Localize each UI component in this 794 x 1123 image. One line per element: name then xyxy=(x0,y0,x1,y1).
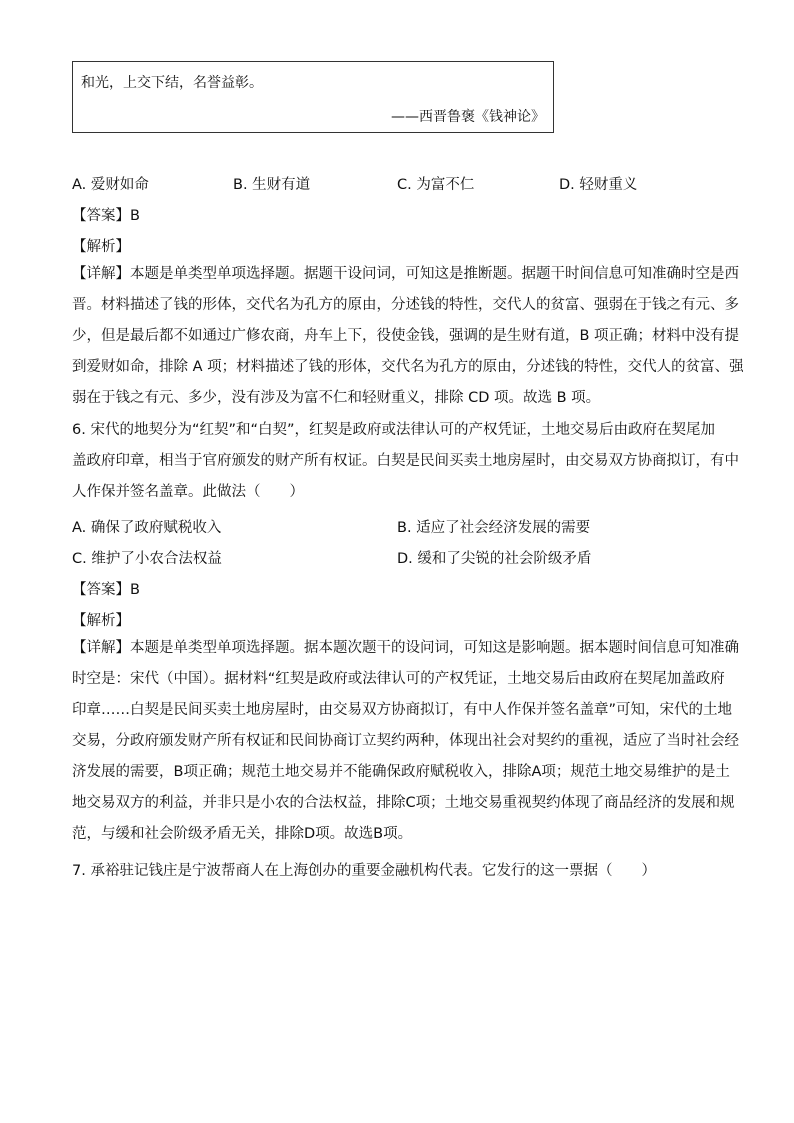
q6-answer: 【答案】B xyxy=(72,582,140,598)
q6-stem-line: 盖政府印章，相当于官府颁发的财产所有权证。白契是民间买卖土地房屋时，由交易双方协商拟订，有中 xyxy=(72,453,739,469)
q6-detail-line: 地交易双方的利益，并非只是小农的合法权益，排除C项；土地交易重视契约体现了商品经济的发展和规 xyxy=(72,795,735,811)
q6-option-d: D. 缓和了尖锐的社会阶级矛盾 xyxy=(397,551,592,567)
q7-stem: 7. 承裕驻记钱庄是宁波帮商人在上海创办的重要金融机构代表。它发行的这一票据（ ） xyxy=(72,863,656,879)
q6-option-a: A. 确保了政府赋税收入 xyxy=(72,520,222,536)
q6-stem-line: 6. 宋代的地契分为“红契”和“白契”，红契是政府或法律认可的产权凭证，土地交易后由政府在契尾加 xyxy=(72,422,715,438)
q6-option-b: B. 适应了社会经济发展的需要 xyxy=(397,520,591,536)
q5-detail-line: 弱在于钱之有元、多少，没有涉及为富不仁和轻财重义，排除 CD 项。故选 B 项。 xyxy=(72,390,601,406)
q5-detail xyxy=(72,259,744,414)
q6-detail-line: 范，与缓和社会阶级矛盾无关，排除D项。故选B项。 xyxy=(72,826,413,842)
q5-option-d: D. 轻财重义 xyxy=(559,177,638,193)
q5-detail-line: 少，但是最后都不如通过广修农商，舟车上下，役使金钱，强调的是生财有道，B 项正确；材料中没有提 xyxy=(72,328,740,344)
q5-answer: 【答案】B xyxy=(72,208,140,224)
quote-box xyxy=(72,61,554,133)
quote-source: ——西晋鲁褒《钱神论》 xyxy=(391,109,545,125)
q5-option-c: C. 为富不仁 xyxy=(397,177,475,193)
q6-stem-line: 人作保并签名盖章。此做法（ ） xyxy=(72,484,304,500)
q6-analysis-label: 【解析】 xyxy=(72,613,130,629)
q6-option-c: C. 维护了小农合法权益 xyxy=(72,551,222,567)
q5-option-a: A. 爱财如命 xyxy=(72,177,149,193)
q6-detail xyxy=(72,633,739,850)
q6-detail-line: 时空是：宋代（中国）。据材料“红契是政府或法律认可的产权凭证，土地交易后由政府在契尾加盖政府 xyxy=(72,671,725,687)
q6-detail-line: 济发展的需要，B项正确；规范土地交易并不能确保政府赋税收入，排除A项；规范土地交易维护的是土 xyxy=(72,764,730,780)
q6-detail-line: 交易，分政府颁发财产所有权证和民间协商订立契约两种，体现出社会对契约的重视，适应了当时社会经 xyxy=(72,733,739,749)
q6-detail-line: 【详解】本题是单类型单项选择题。据本题次题干的设问词，可知这是影响题。据本题时间信息可知准确 xyxy=(72,640,739,656)
quote-text: 和光，上交下结，名誉益彰。 xyxy=(81,75,263,91)
q5-detail-line: 晋。材料描述了钱的形体，交代名为孔方的原由，分述钱的特性，交代人的贫富、强弱在于钱之有元、多 xyxy=(72,297,739,313)
q6-detail-line: 印章……白契是民间买卖土地房屋时，由交易双方协商拟订，有中人作保并签名盖章”可知，宋代的土地 xyxy=(72,702,733,718)
q5-detail-line: 【详解】本题是单类型单项选择题。据题干设问词，可知这是推断题。据题干时间信息可知准确时空是西 xyxy=(72,266,739,282)
q5-analysis-label: 【解析】 xyxy=(72,239,130,255)
q5-detail-line: 到爱财如命，排除 A 项；材料描述了钱的形体，交代名为孔方的原由，分述钱的特性，交代人的贫富、强 xyxy=(72,359,744,375)
q5-option-b: B. 生财有道 xyxy=(233,177,311,193)
q6-stem xyxy=(72,415,739,508)
